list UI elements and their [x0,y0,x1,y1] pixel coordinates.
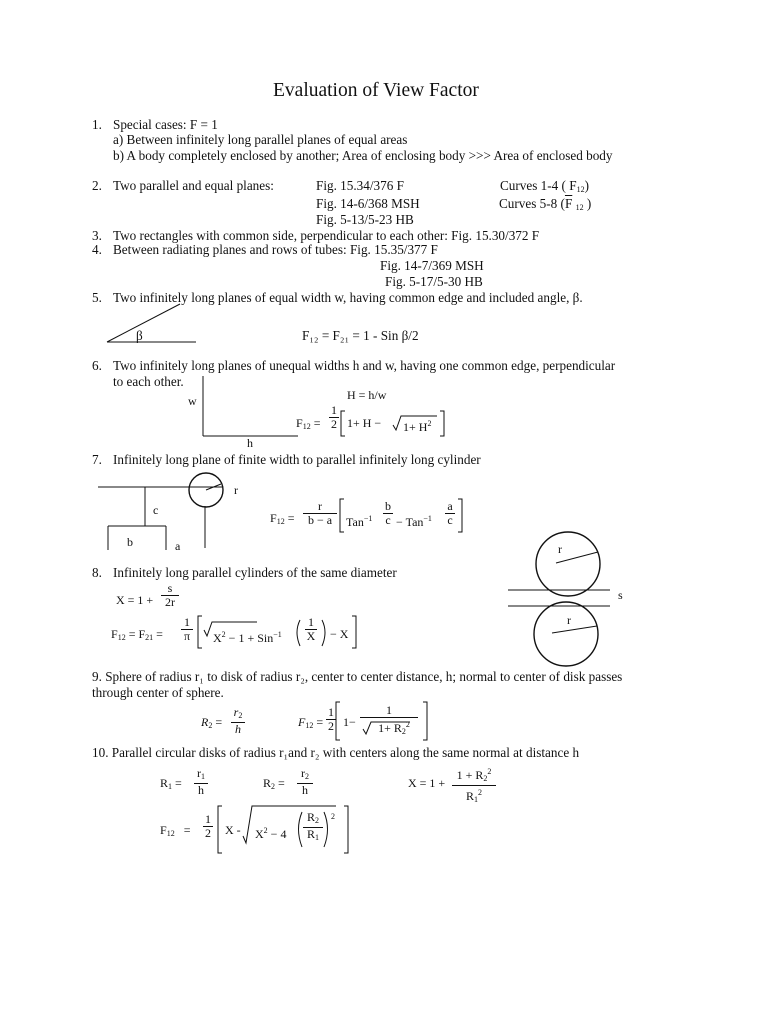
root-inner-6: $1+ H^2$ [403,419,432,434]
num-1R2: 1 + R [456,768,484,782]
den-R1: R [465,789,474,803]
den-2-10: 2 [205,826,211,840]
item-9-text-2: through center of sphere. [92,685,224,700]
square-exponent-10: 2 [331,812,335,821]
item-2-ref-2: Fig. 14-6/368 MSH [316,196,420,211]
den-ba: b − a [303,513,337,527]
num-r2-10: r [301,766,305,780]
num-1-10: 1 [205,812,211,826]
item-1-text: Special cases: F = 1 [113,117,218,132]
root-x2-8: $X^2 - 1 + Sin^{-1}$ [213,630,282,645]
num-one: 1 [331,403,337,417]
item-6-text: Two infinitely long planes of unequal widths h and w, having one common edge, perpendicular [113,358,616,373]
F12-label-10: $F_{12}$ = [160,823,191,838]
R2-sym: R [263,776,272,790]
num-a: a [447,499,453,513]
item-2-text: Two parallel and equal planes: [113,178,274,193]
tan-text-2: Tan [405,515,424,529]
F12-label-7: $F_{12}$ = [270,511,295,526]
item-5-number: 5. [92,290,102,305]
item-1-number: 1. [92,117,102,132]
item-2-ref-1: Fig. 15.34/376 F [316,178,404,193]
minus-sin: − 1 + Sin [228,631,274,645]
half-fraction-10 [203,813,213,840]
inv-sup-2: −1 [423,514,432,523]
F-sym: F [296,416,303,430]
den-c-2: c [445,513,455,527]
b-label-7: b [127,535,133,549]
c-label-7: c [153,503,159,517]
X-sym: X [213,631,222,645]
num-r: r [318,499,322,513]
F12-label-9: $F_{12}$ = [298,715,324,730]
num-1x: 1 [308,615,314,629]
item-5-formula: F₁₂ = F₂₁ = 1 - Sin β/2 [302,328,419,343]
root-text-9: 1+ R [378,721,402,735]
num-1-9: 1 [328,705,334,719]
h-label: h [247,436,253,450]
s-label-8: s [618,588,623,602]
R2-over-R1: $\frac{R_2}{R_1}$ [303,811,323,844]
r-label-8a: r [558,542,562,556]
item-2-number: 2. [92,178,102,193]
R-sym-9: R [201,715,209,729]
item-4-text: Between radiating planes and rows of tubes: Fig. 15.35/377 F [113,242,438,257]
item-7-number: 7. [92,452,102,467]
F-sym-8: F [111,627,118,641]
num-r1: r [197,766,201,780]
minus-four: − 4 [270,827,287,841]
minus-sym: − [396,515,403,529]
r-label-8b: r [567,613,571,627]
R2-def-10: $R_2$ = [263,776,285,791]
num-R2: R [306,810,315,824]
F-sym-9: F [298,715,306,729]
X-def-8: X = 1 + [116,593,154,607]
eq-F-8: = F [128,627,146,641]
X2-minus4-10: $X^2 - 4$ [255,826,287,841]
den-R1b: R [306,827,315,841]
r2-over-h: $\frac{r_2}{h}$ [231,706,245,736]
beta-label: β [136,328,143,343]
page-title: Evaluation of View Factor [273,80,479,101]
R2-def-9: $R_2$ = [201,715,223,730]
den-h-10b: h [297,783,313,797]
item-4-ref-2: Fig. 14-7/369 MSH [380,258,484,273]
den-h-10: h [194,783,208,797]
X-minus-10: X - [225,823,241,837]
item-4-ref-3: Fig. 5-17/5-30 HB [385,274,483,289]
F12-label-6: $F_{12}$ = [296,416,321,431]
F12-F21-8: $F_{12} = F_{21}$ = [111,627,163,642]
item-1b: b) A body completely enclosed by another; Area of enclosing body >>> Area of enclosed body [113,148,613,163]
F-sym-10: F [160,823,167,837]
R1-sym: R [160,776,169,790]
num-1-9b: 1 [386,703,392,717]
num-s: s [167,581,173,595]
H-definition: H = h/w [347,388,387,402]
item-9-text: 9. Sphere of radius r₁ to disk of radius r₂, center to center distance, h; normal to center of disk passes [92,669,623,684]
R1-def-10: $R_1$ = [160,776,182,791]
item-10-text: 10. Parallel circular disks of radius r₁and r₂ with centers along the same normal at distance h [92,745,580,760]
a-label-7: a [175,539,181,553]
den-X: X [306,629,316,643]
r-label-7: r [234,483,238,497]
item-2-ref-3: Fig. 5-13/5-23 HB [316,212,414,227]
num-b: b [385,499,391,513]
item-2-curves-1: Curves 1-4 ( $F_{12}$) [500,178,589,194]
r2-over-h-10: $\frac{r_2}{h}$ [297,767,313,797]
w-label: w [188,394,197,408]
item-8-text: Infinitely long parallel cylinders of the same diameter [113,565,397,580]
sub-12b: 12 [575,203,584,212]
item-3-number: 3. [92,228,102,243]
den-2r: 2r [161,595,179,609]
r1-over-h: $\frac{r_1}{h}$ [194,767,208,797]
one-minus-9: 1− [343,715,356,729]
X-fraction-10: $\frac{1 + R_2^2}{R_1^2}$ [452,765,496,806]
item-6-text-2: to each other. [113,374,184,389]
den-h: h [235,722,241,736]
item-4-number: 4. [92,242,102,257]
den-pi: π [181,629,193,643]
item-3-text: Two rectangles with common side, perpendicular to each other: Fig. 15.30/372 F [113,228,540,243]
num-r2: r [233,705,239,719]
num-1-8: 1 [184,615,190,629]
item-1a: a) Between infinitely long parallel planes of equal areas [113,132,408,147]
item-5-text: Two infinitely long planes of equal width w, having common edge and included angle, β. [113,290,583,305]
root-text: 1+ H [403,420,428,434]
bracket-inner-6: 1+ H − [347,416,382,430]
curves-2-label: Curves 5-8 ( [499,196,565,211]
X-def-10: X = 1 + [408,776,446,790]
one-over-root-9: $\frac{1}{1+ R_2^2}$ [360,704,418,738]
den-2-9: 2 [328,719,334,733]
minus-X-8: − X [330,627,349,641]
item-7-text: Infinitely long plane of finite width to parallel infinitely long cylinder [113,452,481,467]
item-2-curves-2: Curves 5-8 ($\overline{F}$ $_{12}$ ) [499,196,592,212]
item-8-number: 8. [92,565,102,580]
den-two: 2 [331,417,337,431]
sub-12: 12 [576,185,585,194]
den-c: c [383,513,393,527]
X2-sym: X [255,827,264,841]
inv-sup: −1 [363,514,373,523]
tan-text: Tan [346,515,364,529]
curves-1-label: Curves 1-4 ( F [500,178,577,193]
item-6-number: 6. [92,358,102,373]
